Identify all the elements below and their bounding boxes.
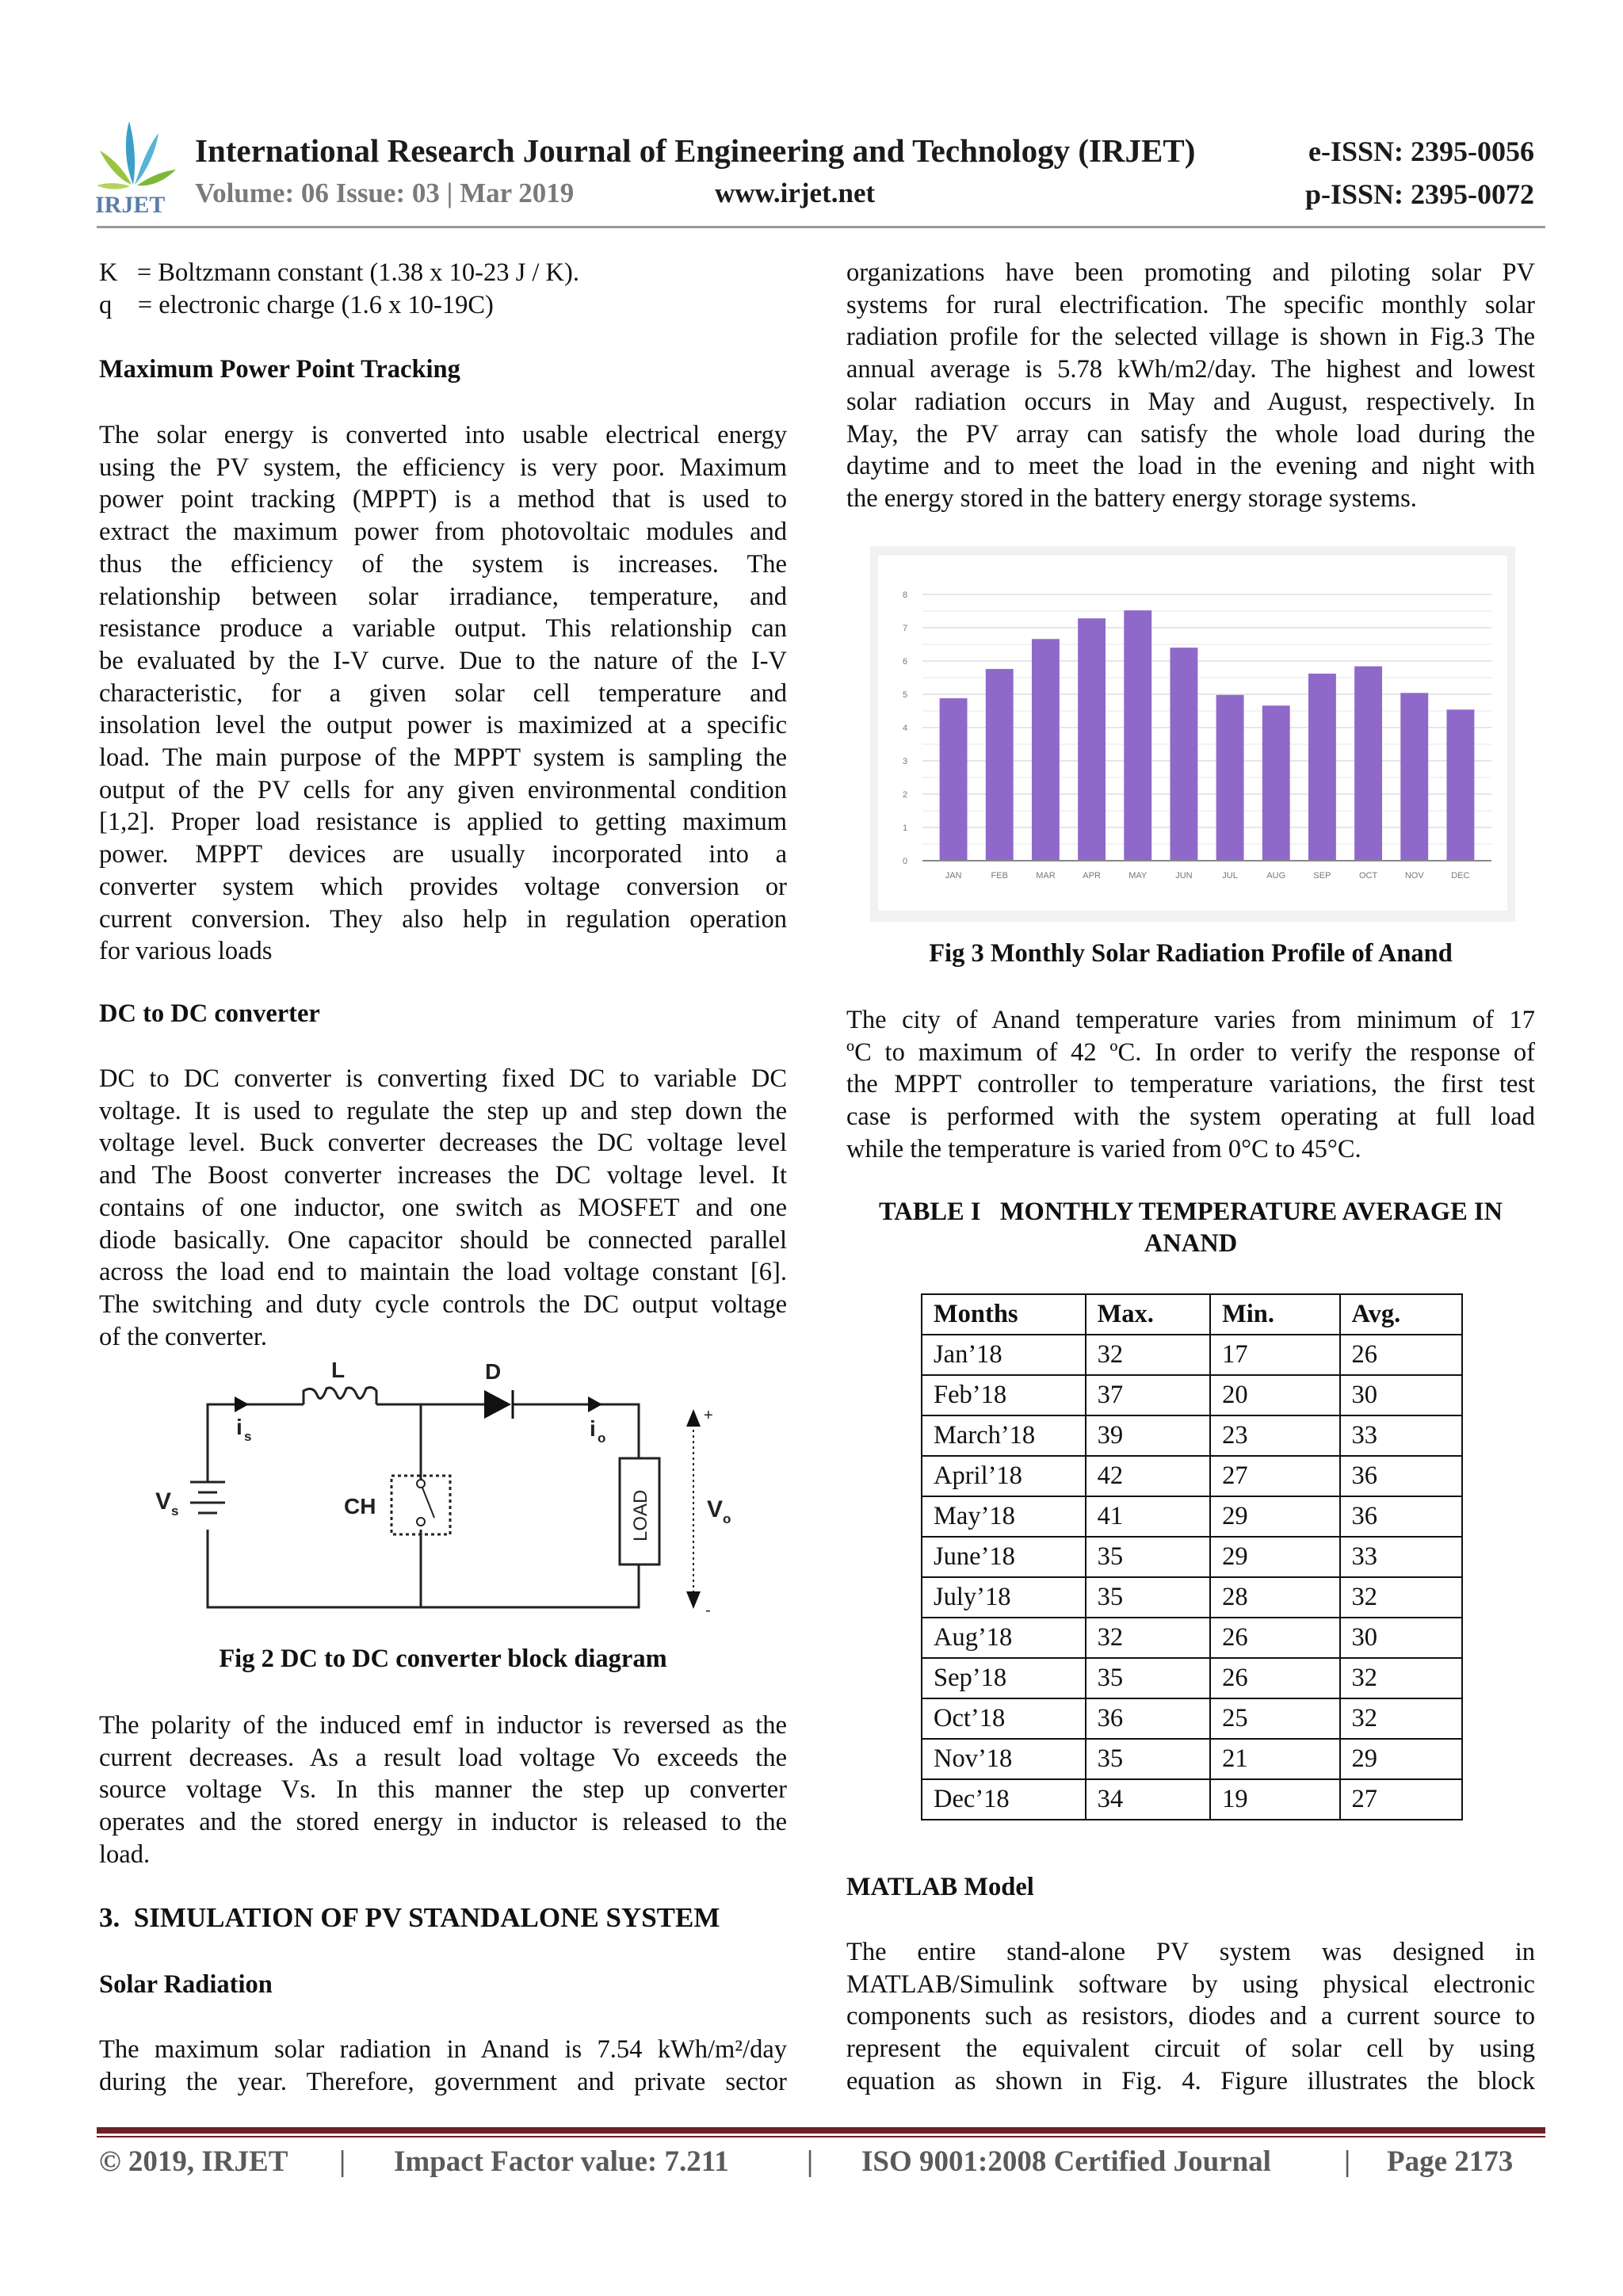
paragraph-line: characteristic, for a given solar cell temperature and — [99, 678, 787, 708]
cell-month: Oct’18 — [922, 1698, 1086, 1739]
output-current-arrow-icon — [588, 1396, 602, 1412]
paragraph-line: organizations have been promoting and piloting solar PV — [846, 258, 1535, 287]
x-tick-label: JUL — [1222, 871, 1238, 881]
logo-leaves-icon — [94, 117, 181, 216]
fig3-caption: Fig 3 Monthly Solar Radiation Profile of Anand — [929, 939, 1453, 968]
cell-avg: 32 — [1340, 1658, 1462, 1698]
footer-copyright: © 2019, IRJET — [99, 2145, 288, 2178]
paragraph-line: solar radiation occurs in May and August, respectively. In — [846, 387, 1535, 416]
solar-radiation-heading: Solar Radiation — [99, 1970, 273, 1999]
cell-min: 26 — [1210, 1658, 1339, 1698]
paragraph-line: case is performed with the system operating at full load — [846, 1102, 1535, 1132]
table-row — [922, 1537, 1462, 1577]
cell-max: 34 — [1086, 1779, 1211, 1820]
footer-separator: | — [339, 2145, 346, 2178]
section-3-heading: 3. SIMULATION OF PV STANDALONE SYSTEM — [99, 1902, 720, 1933]
bar-jun — [1170, 648, 1197, 861]
journal-title: International Research Journal of Engineering and Technology (IRJET) — [195, 132, 1196, 169]
table-row — [922, 1698, 1462, 1739]
paragraph-line: The polarity of the induced emf in inductor is reversed as the — [99, 1711, 787, 1740]
paragraph-line: power point tracking (MPPT) is a method that is used to — [99, 485, 787, 514]
fig2-caption: Fig 2 DC to DC converter block diagram — [219, 1645, 667, 1673]
paragraph-line: converter system which provides voltage conversion or — [99, 872, 787, 901]
paragraph-line: load. — [99, 1839, 151, 1869]
source-voltage-sub: s — [171, 1503, 179, 1519]
x-tick-label: MAY — [1128, 871, 1148, 881]
paragraph-line: relationship between solar irradiance, temperature, and — [99, 582, 787, 611]
cell-month: Nov’18 — [922, 1739, 1086, 1779]
cell-max: 32 — [1086, 1335, 1211, 1375]
cell-max: 39 — [1086, 1415, 1211, 1456]
polarity-paragraph — [99, 1710, 787, 1871]
cell-max: 35 — [1086, 1577, 1211, 1618]
cell-min: 29 — [1210, 1537, 1339, 1577]
paragraph-line: output of the PV cells for any given environmental condition — [99, 775, 787, 804]
bar-chart-svg — [878, 556, 1507, 911]
table-row — [922, 1375, 1462, 1415]
y-tick-label: 4 — [902, 724, 908, 733]
y-tick-label: 3 — [902, 757, 908, 766]
temperature-table — [921, 1293, 1463, 1820]
cell-max: 35 — [1086, 1658, 1211, 1698]
p-issn: p-ISSN: 2395-0072 — [1304, 178, 1534, 210]
paragraph-line: using the PV system, the efficiency is very poor. Maximum — [99, 453, 787, 482]
cell-min: 25 — [1210, 1698, 1339, 1739]
output-current-label: i — [590, 1416, 596, 1441]
cell-month: Dec’18 — [922, 1779, 1086, 1820]
journal-logo — [94, 117, 181, 216]
paragraph-line: thus the efficiency of the system is increases. The — [99, 549, 787, 579]
logo-text: IRJET — [95, 192, 166, 216]
x-tick-label: FEB — [991, 871, 1008, 881]
cell-max: 32 — [1086, 1618, 1211, 1658]
paragraph-line: source voltage Vs. In this manner the step up converter — [99, 1775, 787, 1805]
footer-rule-thin — [97, 2136, 1545, 2137]
output-voltage-sub: o — [723, 1511, 731, 1526]
paragraph-line: load. The main purpose of the MPPT system is sampling the — [99, 743, 787, 773]
bar-nov — [1400, 693, 1428, 861]
paragraph-line: annual average is 5.78 kWh/m2/day. The highest and lowest — [846, 355, 1535, 384]
cell-avg: 30 — [1340, 1618, 1462, 1658]
q-definition: q = electronic charge (1.6 x 10-19C) — [99, 291, 494, 319]
y-tick-label: 8 — [902, 590, 908, 600]
vo-down-arrow-icon — [686, 1591, 701, 1609]
footer-iso: ISO 9001:2008 Certified Journal — [861, 2145, 1271, 2178]
cell-min: 17 — [1210, 1335, 1339, 1375]
source-current-arrow-icon — [235, 1396, 249, 1412]
paragraph-line: ºC to maximum of 42 ºC. In order to verify the response of — [846, 1037, 1535, 1067]
e-issn: e-ISSN: 2395-0056 — [1308, 136, 1534, 167]
bar-apr — [1078, 618, 1106, 861]
cell-month: April’18 — [922, 1456, 1086, 1496]
diode-icon — [484, 1390, 511, 1419]
paragraph-line: The entire stand-alone PV system was designed in — [846, 1938, 1535, 1966]
output-current-sub: o — [598, 1431, 606, 1446]
plus-sign: + — [704, 1407, 713, 1424]
header-avg: Avg. — [1340, 1294, 1462, 1335]
paragraph-line: for various loads — [99, 937, 273, 966]
paragraph-line: daytime and to meet the load in the evening and night with — [846, 452, 1535, 481]
bar-feb — [986, 669, 1014, 861]
table-row — [922, 1496, 1462, 1537]
paragraph-line: operates and the stored energy in inductor is released to the — [99, 1808, 787, 1837]
paragraph-line: current conversion. They also help in regulation operation — [99, 904, 787, 934]
cell-avg: 33 — [1340, 1537, 1462, 1577]
x-tick-label: DEC — [1451, 871, 1470, 881]
x-tick-label: SEP — [1313, 871, 1331, 881]
table-row — [922, 1658, 1462, 1698]
cell-avg: 32 — [1340, 1577, 1462, 1618]
cell-month: July’18 — [922, 1577, 1086, 1618]
paragraph-line: diode basically. One capacitor should be connected parallel — [99, 1225, 787, 1255]
cell-month: May’18 — [922, 1496, 1086, 1537]
switch-blade — [421, 1484, 434, 1518]
diode-label: D — [485, 1359, 502, 1384]
x-tick-label: NOV — [1404, 871, 1424, 881]
paragraph-line: voltage. It is used to regulate the step up and step down the — [99, 1096, 787, 1125]
cell-max: 35 — [1086, 1739, 1211, 1779]
volume-issue: Volume: 06 Issue: 03 | Mar 2019 — [195, 178, 575, 208]
paragraph-line: May, the PV array can satisfy the whole load during the — [846, 419, 1535, 449]
vo-up-arrow-icon — [686, 1409, 701, 1427]
inductor-label: L — [331, 1358, 346, 1382]
table-row — [922, 1415, 1462, 1456]
cell-avg: 26 — [1340, 1335, 1462, 1375]
y-tick-label: 6 — [902, 657, 908, 667]
cell-min: 29 — [1210, 1496, 1339, 1537]
table-row — [922, 1577, 1462, 1618]
cell-max: 37 — [1086, 1375, 1211, 1415]
y-tick-label: 7 — [902, 624, 908, 633]
x-tick-label: APR — [1083, 871, 1101, 881]
paragraph-line: during the year. Therefore, government and private sector — [99, 2067, 787, 2096]
table-header-row — [922, 1294, 1462, 1335]
output-voltage-label: V — [707, 1496, 724, 1522]
paragraph-line: resistance produce a variable output. This relationship can — [99, 614, 787, 644]
y-tick-label: 0 — [902, 857, 908, 866]
cell-min: 19 — [1210, 1779, 1339, 1820]
paragraph-line: and The Boost converter increases the DC voltage level. It — [99, 1161, 787, 1190]
bar-sep — [1308, 674, 1336, 861]
table-row — [922, 1779, 1462, 1820]
paragraph-line: power. MPPT devices are usually incorporated into a — [99, 840, 787, 869]
cell-max: 42 — [1086, 1456, 1211, 1496]
paragraph-line: of the converter. — [99, 1322, 268, 1351]
intro-paragraph — [846, 257, 1535, 515]
footer-impact-factor: Impact Factor value: 7.211 — [394, 2145, 729, 2178]
dcdc-heading: DC to DC converter — [99, 999, 320, 1028]
table-caption-2: ANAND — [1144, 1229, 1238, 1258]
solar-radiation-chart — [870, 546, 1515, 922]
bar-mar — [1032, 639, 1060, 861]
header-max: Max. — [1086, 1294, 1211, 1335]
header-divider — [97, 226, 1545, 228]
cell-min: 28 — [1210, 1577, 1339, 1618]
x-tick-label: OCT — [1358, 871, 1378, 881]
y-tick-label: 1 — [902, 823, 908, 833]
mppt-heading: Maximum Power Point Tracking — [99, 355, 460, 384]
table-row — [922, 1618, 1462, 1658]
cell-min: 20 — [1210, 1375, 1339, 1415]
matlab-paragraph — [846, 1936, 1535, 2098]
x-tick-label: AUG — [1266, 871, 1286, 881]
bar-jan — [940, 698, 968, 861]
temperature-paragraph — [846, 1004, 1535, 1166]
cell-max: 41 — [1086, 1496, 1211, 1537]
solar-radiation-paragraph — [99, 2034, 787, 2098]
paragraph-line: current decreases. As a result load voltage Vo exceeds the — [99, 1743, 787, 1772]
cell-min: 23 — [1210, 1415, 1339, 1456]
table-row — [922, 1739, 1462, 1779]
x-tick-label: JAN — [945, 871, 962, 881]
header-months: Months — [922, 1294, 1086, 1335]
paragraph-line: The maximum solar radiation in Anand is 7.54 kWh/m²/day — [99, 2035, 787, 2064]
paragraph-line: equation as shown in Fig. 4. Figure illustrates the block — [846, 2066, 1535, 2095]
paragraph-line: be evaluated by the I-V curve. Due to the nature of the I-V — [99, 646, 787, 675]
table-row — [922, 1456, 1462, 1496]
cell-avg: 29 — [1340, 1739, 1462, 1779]
paragraph-line: across the load end to maintain the load voltage constant [6]. — [99, 1258, 787, 1287]
paragraph-line: extract the maximum power from photovoltaic modules and — [99, 518, 787, 547]
bar-oct — [1354, 667, 1382, 861]
footer-separator: | — [807, 2145, 814, 2178]
y-tick-label: 2 — [902, 790, 908, 800]
paragraph-line: MATLAB/Simulink software by using physical electronic — [846, 1969, 1535, 1999]
paragraph-line: the energy stored in the battery energy storage systems. — [846, 483, 1417, 513]
paragraph-line: radiation profile for the selected village is shown in Fig.3 The — [846, 323, 1535, 352]
cell-month: Jan’18 — [922, 1335, 1086, 1375]
footer-page-number: Page 2173 — [1387, 2145, 1514, 2178]
y-tick-label: 5 — [902, 690, 908, 700]
paragraph-line: The switching and duty cycle controls the DC output voltage — [99, 1289, 787, 1319]
cell-avg: 32 — [1340, 1698, 1462, 1739]
bar-jul — [1216, 695, 1244, 861]
k-definition: K = Boltzmann constant (1.38 x 10-23 J / K). — [99, 258, 579, 287]
source-current-sub: s — [244, 1429, 252, 1444]
inductor-coil — [304, 1388, 376, 1404]
paragraph-line: The city of Anand temperature varies from minimum of 17 — [846, 1006, 1535, 1034]
cell-max: 36 — [1086, 1698, 1211, 1739]
source-current-label: i — [236, 1415, 242, 1439]
paragraph-line: while the temperature is varied from 0°C to 45°C. — [846, 1134, 1361, 1163]
table-caption: TABLE I MONTHLY TEMPERATURE AVERAGE IN — [878, 1198, 1503, 1226]
cell-month: March’18 — [922, 1415, 1086, 1456]
source-voltage-label: V — [155, 1488, 172, 1515]
cell-month: June’18 — [922, 1537, 1086, 1577]
cell-avg: 36 — [1340, 1496, 1462, 1537]
paragraph-line: contains of one inductor, one switch as MOSFET and one — [99, 1193, 787, 1222]
paragraph-line: DC to DC converter is converting fixed DC to variable DC — [99, 1064, 787, 1093]
dc-dc-converter-diagram — [0, 1347, 792, 1633]
paragraph-line: the MPPT controller to temperature variations, the first test — [846, 1070, 1535, 1099]
cell-month: Feb’18 — [922, 1375, 1086, 1415]
journal-website-link[interactable]: www.irjet.net — [715, 178, 876, 208]
table-row — [922, 1335, 1462, 1375]
bar-may — [1124, 610, 1151, 861]
paragraph-line: insolation level the output power is maximized at a specific — [99, 711, 787, 740]
x-tick-label: JUN — [1175, 871, 1193, 881]
minus-sign: - — [705, 1602, 711, 1619]
cell-avg: 36 — [1340, 1456, 1462, 1496]
paragraph-line: [1,2]. Proper load resistance is applied to getting maximum — [99, 808, 787, 837]
paragraph-line: voltage level. Buck converter decreases the DC voltage level — [99, 1129, 787, 1158]
cell-avg: 30 — [1340, 1375, 1462, 1415]
bar-aug — [1262, 705, 1290, 861]
matlab-heading: MATLAB Model — [846, 1873, 1034, 1901]
cell-month: Aug’18 — [922, 1618, 1086, 1658]
x-tick-label: MAR — [1036, 871, 1056, 881]
cell-min: 27 — [1210, 1456, 1339, 1496]
header-min: Min. — [1210, 1294, 1339, 1335]
cell-month: Sep’18 — [922, 1658, 1086, 1698]
paragraph-line: components such as resistors, diodes and a current source to — [846, 2002, 1535, 2031]
mppt-paragraph — [99, 419, 787, 968]
bar-dec — [1446, 709, 1474, 861]
load-label: LOAD — [630, 1489, 651, 1541]
footer-separator: | — [1344, 2145, 1351, 2178]
chopper-label: CH — [344, 1494, 376, 1519]
cell-avg: 33 — [1340, 1415, 1462, 1456]
paragraph-line: The solar energy is converted into usable electrical energy — [99, 421, 787, 449]
cell-min: 26 — [1210, 1618, 1339, 1658]
cell-min: 21 — [1210, 1739, 1339, 1779]
paragraph-line: systems for rural electrification. The specific monthly solar — [846, 290, 1535, 319]
paragraph-line: represent the equivalent circuit of solar cell by using — [846, 2034, 1535, 2064]
dcdc-paragraph — [99, 1063, 787, 1353]
cell-avg: 27 — [1340, 1779, 1462, 1820]
footer-rule — [97, 2127, 1545, 2134]
cell-max: 35 — [1086, 1537, 1211, 1577]
